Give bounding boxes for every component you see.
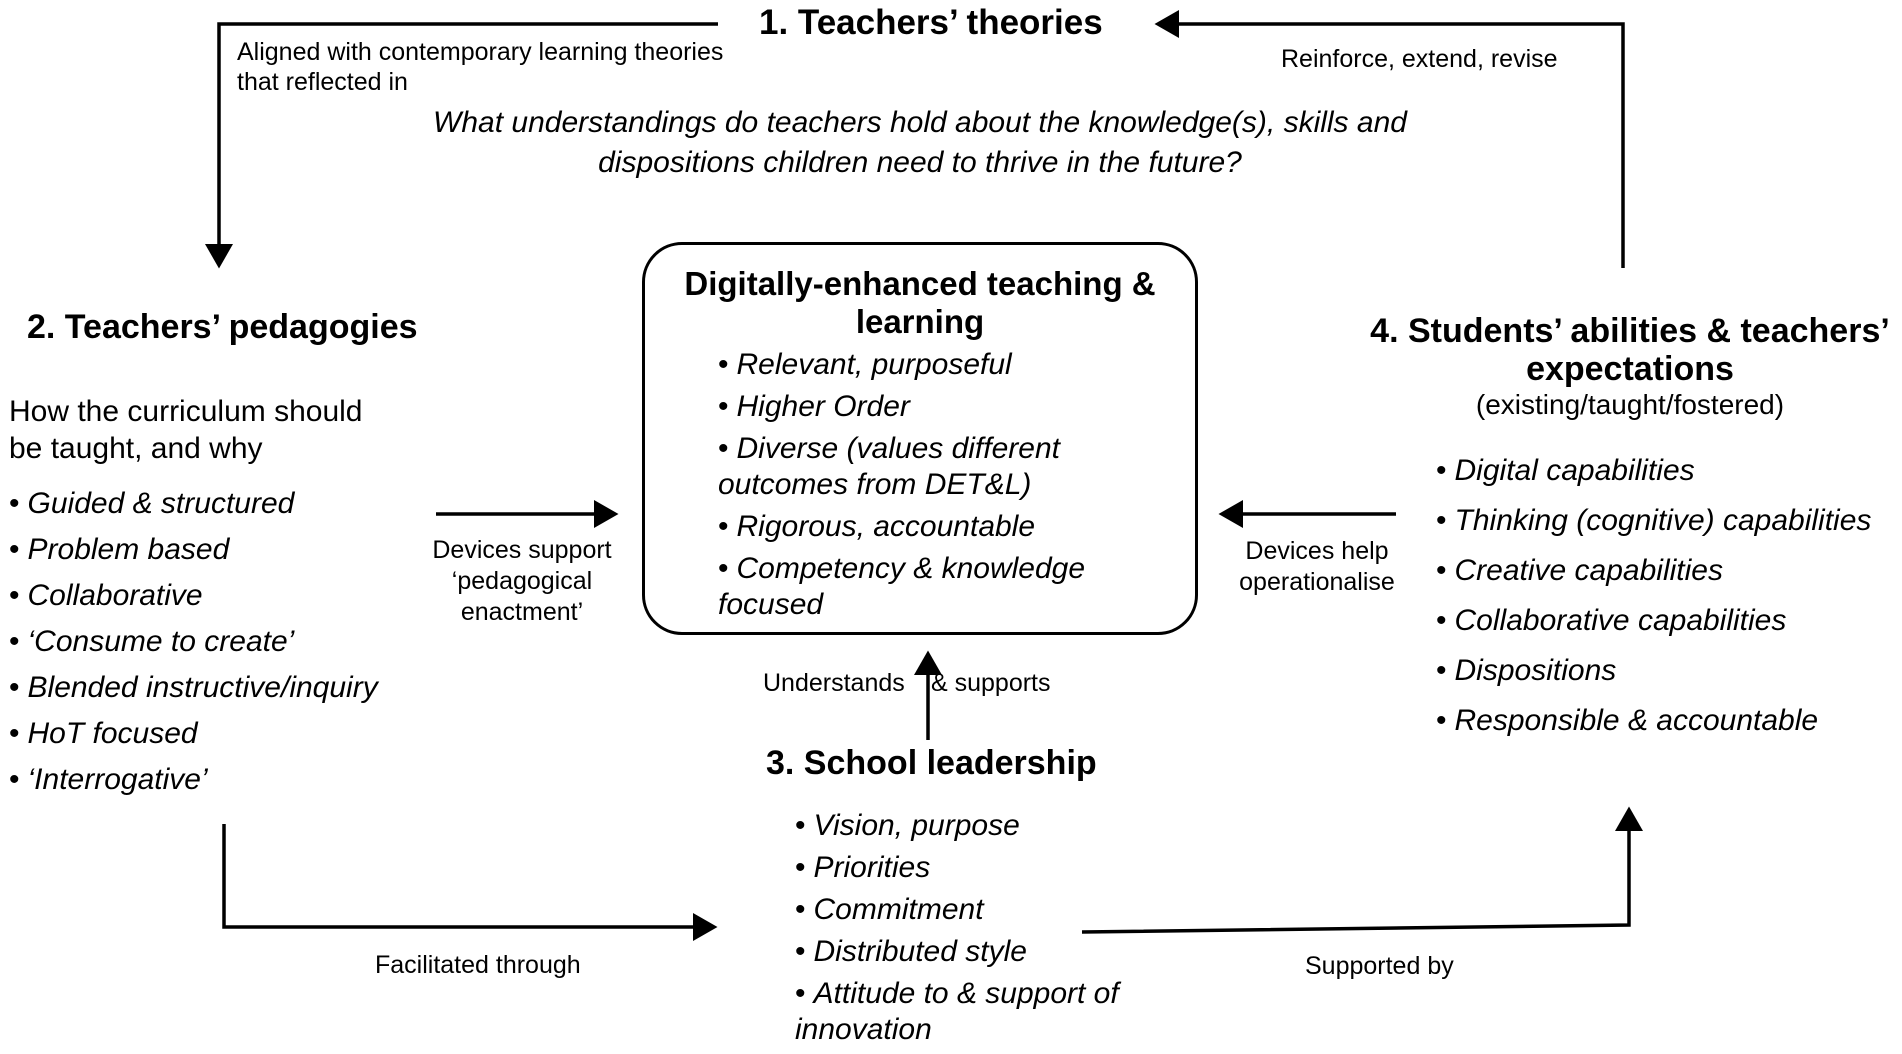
leadership-item-text: Distributed style bbox=[813, 935, 1027, 968]
leadership-item-text: Commitment bbox=[813, 893, 984, 926]
center-title-line1: Digitally-enhanced teaching & bbox=[684, 265, 1156, 302]
bullet-dot: • bbox=[718, 510, 729, 543]
pedagogies-title: 2. Teachers’ pedagogies bbox=[27, 308, 418, 346]
students-item-line bbox=[1436, 452, 1871, 490]
leadership-list bbox=[795, 808, 1119, 1054]
bullet-dot: • bbox=[9, 671, 20, 704]
students-list bbox=[1436, 452, 1871, 752]
leadership-item-text: Attitude to & support of bbox=[813, 977, 1119, 1010]
bullet-dot: • bbox=[9, 533, 20, 566]
bullet-dot: • bbox=[795, 935, 806, 968]
students-item-text: Dispositions bbox=[1454, 654, 1617, 687]
center-item-text: Competency & knowledge bbox=[736, 552, 1086, 585]
students-item-line bbox=[1436, 602, 1871, 640]
students-item-text: Digital capabilities bbox=[1454, 454, 1695, 487]
theories-question-line2: dispositions children need to thrive in the future? bbox=[598, 146, 1242, 179]
pedagogy-item-line bbox=[9, 761, 378, 799]
theories-title: 1. Teachers’ theories bbox=[759, 3, 1103, 42]
students-item-text: Collaborative capabilities bbox=[1454, 604, 1787, 637]
center-item bbox=[718, 431, 1085, 503]
leadership-item-text: Priorities bbox=[813, 851, 931, 884]
bullet-dot: • bbox=[718, 552, 729, 585]
pedagogy-item-line bbox=[9, 669, 378, 707]
pedagogy-item bbox=[9, 669, 378, 707]
edge-label-supports: & supports bbox=[931, 669, 1051, 697]
edge-label-understands: Understands bbox=[763, 669, 905, 697]
leadership-item bbox=[795, 892, 1119, 928]
bullet-dot: • bbox=[1436, 504, 1447, 537]
bullet-dot: • bbox=[718, 432, 729, 465]
pedagogy-item bbox=[9, 577, 378, 615]
center-item-text: focused bbox=[718, 588, 824, 621]
center-item-text: outcomes from DET&L) bbox=[718, 468, 1032, 501]
students-item bbox=[1436, 552, 1871, 590]
bullet-dot: • bbox=[9, 487, 20, 520]
pedagogy-item-text: Blended instructive/inquiry bbox=[27, 671, 378, 704]
students-item-line bbox=[1436, 652, 1871, 690]
center-item-line bbox=[718, 509, 1085, 545]
edge-label-aligned-line2: that reflected in bbox=[237, 68, 408, 96]
leadership-item-text: innovation bbox=[795, 1013, 932, 1046]
center-item-line bbox=[718, 431, 1085, 467]
students-item-line bbox=[1436, 502, 1871, 540]
bullet-dot: • bbox=[9, 763, 20, 796]
leadership-item-line bbox=[795, 1012, 1119, 1048]
center-item-line bbox=[718, 347, 1085, 383]
pedagogy-item bbox=[9, 623, 378, 661]
center-item bbox=[718, 347, 1085, 383]
edge-label-devices-help-line1: Devices help bbox=[1245, 537, 1389, 565]
edge-label-devices-support-line3: enactment’ bbox=[460, 598, 584, 626]
center-item-text: Rigorous, accountable bbox=[736, 510, 1036, 543]
center-list bbox=[718, 347, 1085, 629]
pedagogy-item bbox=[9, 761, 378, 799]
leadership-item bbox=[795, 850, 1119, 886]
edge-label-devices-help bbox=[1222, 536, 1412, 598]
edge-label-aligned-line1: Aligned with contemporary learning theories bbox=[237, 38, 724, 66]
pedagogy-item-line bbox=[9, 531, 378, 569]
students-item-text: Creative capabilities bbox=[1454, 554, 1723, 587]
pedagogy-item-line bbox=[9, 623, 378, 661]
students-item bbox=[1436, 652, 1871, 690]
leadership-item-text: Vision, purpose bbox=[813, 809, 1020, 842]
edge-label-supported-by: Supported by bbox=[1305, 952, 1454, 980]
bullet-dot: • bbox=[718, 348, 729, 381]
center-title bbox=[645, 265, 1195, 341]
theories-question-line1: What understandings do teachers hold about the knowledge(s), skills and bbox=[433, 106, 1407, 139]
center-item-line bbox=[718, 389, 1085, 425]
students-title bbox=[1340, 312, 1902, 388]
students-item bbox=[1436, 602, 1871, 640]
students-item-text: Thinking (cognitive) capabilities bbox=[1454, 504, 1872, 537]
center-item-text: Higher Order bbox=[736, 390, 910, 423]
edge-label-devices-support-line2: ‘pedagogical bbox=[451, 567, 593, 595]
students-title-line2: expectations bbox=[1526, 350, 1734, 388]
students-item-text: Responsible & accountable bbox=[1454, 704, 1819, 737]
bullet-dot: • bbox=[1436, 554, 1447, 587]
center-item-line bbox=[718, 467, 1085, 503]
leadership-item-line bbox=[795, 934, 1119, 970]
bullet-dot: • bbox=[1436, 654, 1447, 687]
students-item bbox=[1436, 502, 1871, 540]
leadership-item-line bbox=[795, 892, 1119, 928]
leadership-item-line bbox=[795, 976, 1119, 1012]
pedagogy-item-text: ‘Consume to create’ bbox=[27, 625, 295, 658]
pedagogy-item bbox=[9, 715, 378, 753]
leadership-item-line bbox=[795, 808, 1119, 844]
pedagogy-item-text: ‘Interrogative’ bbox=[27, 763, 208, 796]
leadership-title: 3. School leadership bbox=[766, 744, 1097, 782]
pedagogy-item-line bbox=[9, 485, 378, 523]
bullet-dot: • bbox=[9, 579, 20, 612]
students-item bbox=[1436, 452, 1871, 490]
bullet-dot: • bbox=[795, 851, 806, 884]
bullet-dot: • bbox=[795, 977, 806, 1010]
pedagogy-item bbox=[9, 485, 378, 523]
students-title-line1: 4. Students’ abilities & teachers’ bbox=[1370, 312, 1890, 350]
leadership-item bbox=[795, 934, 1119, 970]
students-item-line bbox=[1436, 702, 1871, 740]
students-item-line bbox=[1436, 552, 1871, 590]
pedagogy-item-line bbox=[9, 715, 378, 753]
center-item-line bbox=[718, 587, 1085, 623]
center-item-text: Relevant, purposeful bbox=[736, 348, 1012, 381]
edge-label-devices-help-line2: operationalise bbox=[1239, 568, 1395, 596]
center-item-text: Diverse (values different bbox=[736, 432, 1060, 465]
students-subtitle: (existing/taught/fostered) bbox=[1475, 389, 1785, 420]
center-title-line2: learning bbox=[855, 303, 985, 340]
center-item bbox=[718, 389, 1085, 425]
leadership-item bbox=[795, 976, 1119, 1048]
students-item bbox=[1436, 702, 1871, 740]
bullet-dot: • bbox=[718, 390, 729, 423]
bullet-dot: • bbox=[9, 717, 20, 750]
bullet-dot: • bbox=[1436, 454, 1447, 487]
theories-question bbox=[400, 103, 1440, 183]
center-item bbox=[718, 509, 1085, 545]
edge-label-devices-support bbox=[412, 535, 632, 628]
bullet-dot: • bbox=[795, 809, 806, 842]
pedagogy-item-text: Collaborative bbox=[27, 579, 203, 612]
leadership-item-line bbox=[795, 850, 1119, 886]
leadership-item bbox=[795, 808, 1119, 844]
pedagogy-item-text: HoT focused bbox=[27, 717, 198, 750]
pedagogies-list bbox=[9, 485, 378, 807]
bullet-dot: • bbox=[1436, 604, 1447, 637]
bullet-dot: • bbox=[1436, 704, 1447, 737]
pedagogy-item-text: Guided & structured bbox=[27, 487, 295, 520]
arrow-leadership-to-students bbox=[1082, 810, 1629, 932]
pedagogy-item bbox=[9, 531, 378, 569]
edge-label-aligned bbox=[237, 37, 723, 97]
edge-label-devices-support-line1: Devices support bbox=[432, 536, 612, 564]
center-item-line bbox=[718, 551, 1085, 587]
center-box bbox=[642, 242, 1198, 635]
center-item bbox=[718, 551, 1085, 623]
bullet-dot: • bbox=[9, 625, 20, 658]
arrow-pedagogies-to-leadership bbox=[224, 824, 714, 927]
pedagogies-intro-line1: How the curriculum should bbox=[9, 395, 363, 428]
pedagogy-item-line bbox=[9, 577, 378, 615]
bullet-dot: • bbox=[795, 893, 806, 926]
edge-label-facilitated: Facilitated through bbox=[375, 951, 581, 979]
pedagogy-item-text: Problem based bbox=[27, 533, 230, 566]
pedagogies-intro-line2: be taught, and why bbox=[9, 432, 263, 465]
edge-label-reinforce: Reinforce, extend, revise bbox=[1281, 45, 1558, 73]
pedagogies-intro bbox=[9, 393, 362, 467]
